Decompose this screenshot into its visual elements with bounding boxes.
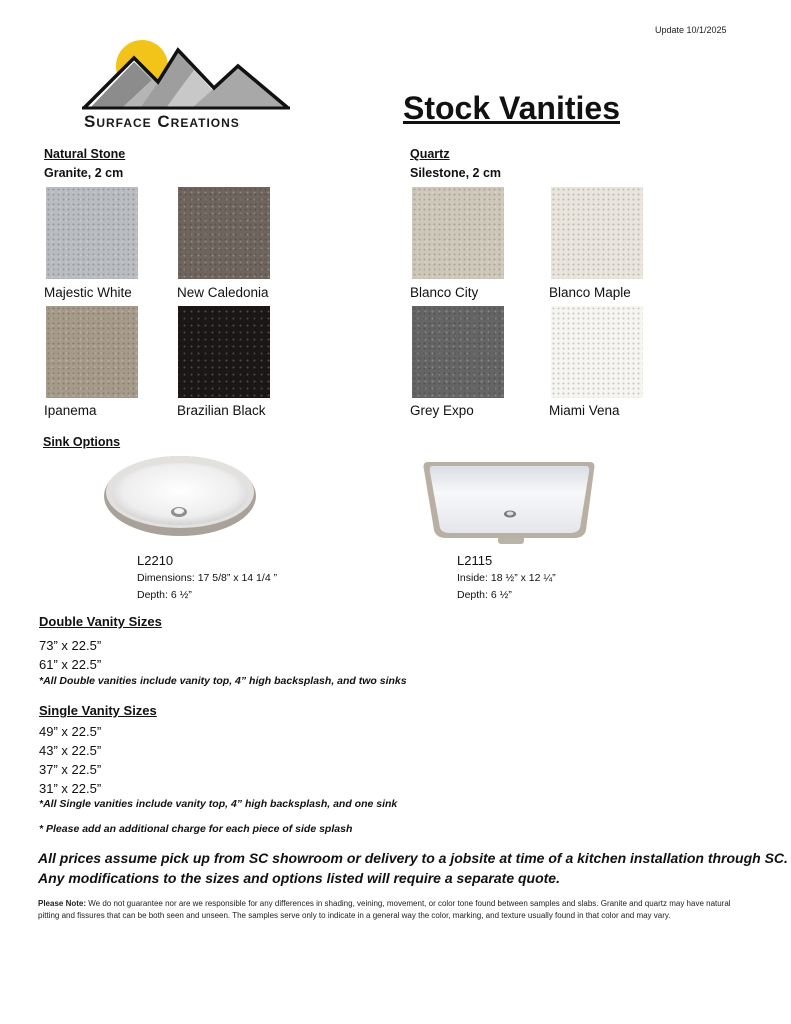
disclaimer bbox=[38, 898, 754, 922]
swatch-majestic-white bbox=[46, 187, 138, 279]
logo-wordmark: Surface Creations bbox=[84, 112, 240, 131]
double-vanity-note: *All Double vanities include vanity top, 4” high backsplash, and two sinks bbox=[39, 675, 407, 687]
single-size-49: 49” x 22.5” bbox=[39, 724, 102, 739]
single-size-43: 43” x 22.5” bbox=[39, 743, 102, 758]
label-blanco-maple: Blanco Maple bbox=[549, 285, 631, 300]
page-title: Stock Vanities bbox=[403, 90, 620, 126]
sink-l2115-depth: Depth: 6 ½” bbox=[457, 589, 512, 601]
swatch-new-caledonia bbox=[178, 187, 270, 279]
label-grey-expo: Grey Expo bbox=[410, 403, 474, 418]
double-vanity-heading: Double Vanity Sizes bbox=[39, 614, 162, 629]
double-size-73: 73” x 22.5” bbox=[39, 638, 102, 653]
granite-subheading: Granite, 2 cm bbox=[44, 166, 124, 180]
label-brazilian-black: Brazilian Black bbox=[177, 403, 266, 418]
sink-l2210-name: L2210 bbox=[137, 553, 174, 568]
natural-stone-heading: Natural Stone bbox=[44, 147, 126, 161]
pricing-line-1: All prices assume pick up from SC showroom or delivery to a jobsite at time of a kitchen installation through SC. bbox=[38, 850, 788, 866]
sink-options-heading: Sink Options bbox=[43, 435, 121, 449]
sink-l2115-name: L2115 bbox=[457, 553, 493, 568]
sink-l2115-dimensions: Inside: 18 ½” x 12 ¼” bbox=[457, 572, 556, 584]
single-size-31: 31” x 22.5” bbox=[39, 781, 102, 796]
swatch-blanco-maple bbox=[551, 187, 643, 279]
sink-l2210-dimensions: Dimensions: 17 5/8” x 14 1/4 ” bbox=[137, 572, 278, 584]
oval-sink-image bbox=[100, 452, 260, 538]
swatch-miami-vena bbox=[551, 306, 643, 398]
label-blanco-city: Blanco City bbox=[410, 285, 479, 300]
swatch-brazilian-black bbox=[178, 306, 270, 398]
swatch-grey-expo bbox=[412, 306, 504, 398]
double-size-61: 61” x 22.5” bbox=[39, 657, 102, 672]
label-new-caledonia: New Caledonia bbox=[177, 285, 269, 300]
single-vanity-heading: Single Vanity Sizes bbox=[39, 703, 157, 718]
pricing-line-2: Any modifications to the sizes and options listed will require a separate quote. bbox=[38, 870, 560, 886]
sink-l2210-depth: Depth: 6 ½” bbox=[137, 589, 192, 601]
silestone-subheading: Silestone, 2 cm bbox=[410, 166, 502, 180]
update-date: Update 10/1/2025 bbox=[655, 25, 727, 35]
rectangular-sink-image bbox=[418, 456, 602, 546]
label-miami-vena: Miami Vena bbox=[549, 403, 620, 418]
disclaimer-text: We do not guarantee nor are we responsible for any differences in shading, veining, movement, or color tone found between samples and slabs. Granite and quartz may have natural pitting and fissures that can be both seen and unseen. The samples serve only to indicate in a general way the color, marking, and texture usually found in that color and may vary. bbox=[38, 899, 731, 920]
label-ipanema: Ipanema bbox=[44, 403, 97, 418]
label-majestic-white: Majestic White bbox=[44, 285, 132, 300]
single-vanity-note: *All Single vanities include vanity top, 4” high backsplash, and one sink bbox=[39, 798, 398, 810]
quartz-heading: Quartz bbox=[410, 147, 450, 161]
swatch-blanco-city bbox=[412, 187, 504, 279]
side-splash-note: * Please add an additional charge for each piece of side splash bbox=[39, 823, 353, 835]
disclaimer-label: Please Note: bbox=[38, 899, 87, 908]
swatch-ipanema bbox=[46, 306, 138, 398]
single-size-37: 37” x 22.5” bbox=[39, 762, 102, 777]
